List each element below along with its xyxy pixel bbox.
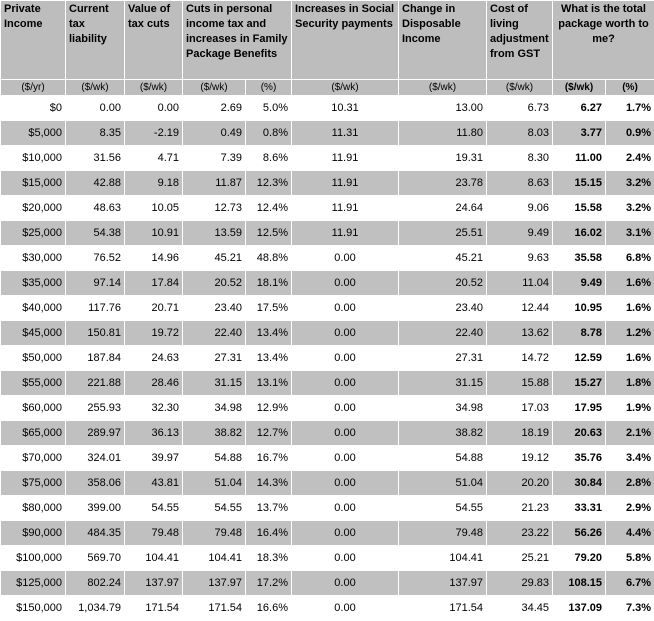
cell-disposable-income-change: 22.40 bbox=[399, 321, 487, 346]
cell-total-package-dollars: 8.78 bbox=[553, 321, 606, 346]
unit-cell: ($/wk) bbox=[66, 80, 125, 96]
cell-tax-cuts-dollars: 31.15 bbox=[183, 371, 246, 396]
cell-value-of-tax-cuts: 137.97 bbox=[125, 571, 183, 596]
header-cost-of-living-adjustment: Cost of living adjustment from GST bbox=[487, 1, 553, 80]
cell-social-security-increase: 0.00 bbox=[292, 446, 399, 471]
cell-total-package-dollars: 9.49 bbox=[553, 271, 606, 296]
cell-disposable-income-change: 34.98 bbox=[399, 396, 487, 421]
cell-current-tax-liability: 289.97 bbox=[66, 421, 125, 446]
header-social-security-increases: Increases in Social Security payments bbox=[292, 1, 399, 80]
cell-private-income: $90,000 bbox=[1, 521, 66, 546]
cell-current-tax-liability: 1,034.79 bbox=[66, 596, 125, 621]
cell-total-package-dollars: 15.15 bbox=[553, 171, 606, 196]
table-row bbox=[1, 546, 654, 571]
cell-social-security-increase: 0.00 bbox=[292, 546, 399, 571]
cell-tax-cuts-dollars: 0.49 bbox=[183, 121, 246, 146]
cell-tax-cuts-dollars: 38.82 bbox=[183, 421, 246, 446]
cell-current-tax-liability: 150.81 bbox=[66, 321, 125, 346]
unit-cell: (%) bbox=[246, 80, 292, 96]
cell-cost-of-living-adjustment: 13.62 bbox=[487, 321, 553, 346]
cell-social-security-increase: 0.00 bbox=[292, 246, 399, 271]
cell-disposable-income-change: 11.80 bbox=[399, 121, 487, 146]
cell-value-of-tax-cuts: 104.41 bbox=[125, 546, 183, 571]
cell-tax-cuts-dollars: 137.97 bbox=[183, 571, 246, 596]
cell-tax-cuts-percent: 14.3% bbox=[246, 471, 292, 496]
table-row bbox=[1, 321, 654, 346]
table-row bbox=[1, 296, 654, 321]
cell-disposable-income-change: 79.48 bbox=[399, 521, 487, 546]
cell-tax-cuts-percent: 12.5% bbox=[246, 221, 292, 246]
cell-tax-cuts-percent: 18.1% bbox=[246, 271, 292, 296]
cell-total-package-percent: 1.8% bbox=[606, 371, 654, 396]
cell-total-package-dollars: 12.59 bbox=[553, 346, 606, 371]
cell-total-package-dollars: 79.20 bbox=[553, 546, 606, 571]
cell-tax-cuts-dollars: 54.55 bbox=[183, 496, 246, 521]
cell-social-security-increase: 0.00 bbox=[292, 521, 399, 546]
cell-private-income: $60,000 bbox=[1, 396, 66, 421]
cell-current-tax-liability: 399.00 bbox=[66, 496, 125, 521]
cell-total-package-dollars: 17.95 bbox=[553, 396, 606, 421]
cell-value-of-tax-cuts: 43.81 bbox=[125, 471, 183, 496]
cell-disposable-income-change: 137.97 bbox=[399, 571, 487, 596]
cell-current-tax-liability: 97.14 bbox=[66, 271, 125, 296]
unit-cell: ($/wk) bbox=[292, 80, 399, 96]
cell-cost-of-living-adjustment: 17.03 bbox=[487, 396, 553, 421]
cell-current-tax-liability: 484.35 bbox=[66, 521, 125, 546]
cell-total-package-percent: 1.6% bbox=[606, 296, 654, 321]
table-row bbox=[1, 196, 654, 221]
cell-total-package-percent: 0.9% bbox=[606, 121, 654, 146]
cell-tax-cuts-percent: 12.3% bbox=[246, 171, 292, 196]
cell-disposable-income-change: 45.21 bbox=[399, 246, 487, 271]
cell-disposable-income-change: 171.54 bbox=[399, 596, 487, 621]
cell-total-package-dollars: 35.58 bbox=[553, 246, 606, 271]
cell-cost-of-living-adjustment: 8.03 bbox=[487, 121, 553, 146]
unit-cell: ($/wk) bbox=[487, 80, 553, 96]
cell-tax-cuts-dollars: 11.87 bbox=[183, 171, 246, 196]
cell-private-income: $100,000 bbox=[1, 546, 66, 571]
cell-total-package-percent: 1.2% bbox=[606, 321, 654, 346]
cell-tax-cuts-percent: 16.4% bbox=[246, 521, 292, 546]
cell-total-package-percent: 2.9% bbox=[606, 496, 654, 521]
cell-social-security-increase: 0.00 bbox=[292, 271, 399, 296]
cell-tax-cuts-dollars: 22.40 bbox=[183, 321, 246, 346]
cell-tax-cuts-dollars: 54.88 bbox=[183, 446, 246, 471]
cell-private-income: $30,000 bbox=[1, 246, 66, 271]
table-row bbox=[1, 471, 654, 496]
table-row bbox=[1, 96, 654, 121]
table-row bbox=[1, 271, 654, 296]
cell-cost-of-living-adjustment: 14.72 bbox=[487, 346, 553, 371]
cell-total-package-percent: 3.2% bbox=[606, 196, 654, 221]
unit-cell: ($/wk) bbox=[553, 80, 606, 96]
cell-total-package-percent: 1.7% bbox=[606, 96, 654, 121]
cell-tax-cuts-dollars: 104.41 bbox=[183, 546, 246, 571]
cell-tax-cuts-percent: 13.1% bbox=[246, 371, 292, 396]
cell-current-tax-liability: 76.52 bbox=[66, 246, 125, 271]
cell-tax-cuts-dollars: 20.52 bbox=[183, 271, 246, 296]
cell-tax-cuts-percent: 13.7% bbox=[246, 496, 292, 521]
cell-total-package-dollars: 108.15 bbox=[553, 571, 606, 596]
table-row bbox=[1, 371, 654, 396]
cell-total-package-dollars: 6.27 bbox=[553, 96, 606, 121]
cell-social-security-increase: 11.91 bbox=[292, 221, 399, 246]
cell-cost-of-living-adjustment: 9.06 bbox=[487, 196, 553, 221]
table-body bbox=[1, 96, 654, 621]
cell-tax-cuts-percent: 8.6% bbox=[246, 146, 292, 171]
cell-social-security-increase: 0.00 bbox=[292, 396, 399, 421]
table-row bbox=[1, 571, 654, 596]
cell-total-package-percent: 2.1% bbox=[606, 421, 654, 446]
cell-total-package-dollars: 56.26 bbox=[553, 521, 606, 546]
cell-social-security-increase: 0.00 bbox=[292, 496, 399, 521]
cell-total-package-dollars: 20.63 bbox=[553, 421, 606, 446]
cell-current-tax-liability: 8.35 bbox=[66, 121, 125, 146]
cell-tax-cuts-percent: 18.3% bbox=[246, 546, 292, 571]
cell-disposable-income-change: 13.00 bbox=[399, 96, 487, 121]
cell-tax-cuts-dollars: 7.39 bbox=[183, 146, 246, 171]
cell-current-tax-liability: 187.84 bbox=[66, 346, 125, 371]
cell-current-tax-liability: 42.88 bbox=[66, 171, 125, 196]
table-row bbox=[1, 246, 654, 271]
cell-tax-cuts-dollars: 171.54 bbox=[183, 596, 246, 621]
cell-private-income: $55,000 bbox=[1, 371, 66, 396]
cell-social-security-increase: 11.91 bbox=[292, 146, 399, 171]
table-row bbox=[1, 421, 654, 446]
cell-disposable-income-change: 25.51 bbox=[399, 221, 487, 246]
cell-cost-of-living-adjustment: 11.04 bbox=[487, 271, 553, 296]
cell-cost-of-living-adjustment: 9.63 bbox=[487, 246, 553, 271]
units-row bbox=[1, 80, 654, 96]
cell-private-income: $70,000 bbox=[1, 446, 66, 471]
cell-private-income: $50,000 bbox=[1, 346, 66, 371]
cell-total-package-percent: 1.6% bbox=[606, 346, 654, 371]
cell-current-tax-liability: 802.24 bbox=[66, 571, 125, 596]
cell-value-of-tax-cuts: 171.54 bbox=[125, 596, 183, 621]
cell-private-income: $25,000 bbox=[1, 221, 66, 246]
cell-private-income: $10,000 bbox=[1, 146, 66, 171]
cell-social-security-increase: 0.00 bbox=[292, 596, 399, 621]
unit-cell: ($/wk) bbox=[183, 80, 246, 96]
cell-total-package-dollars: 10.95 bbox=[553, 296, 606, 321]
cell-current-tax-liability: 569.70 bbox=[66, 546, 125, 571]
cell-value-of-tax-cuts: 4.71 bbox=[125, 146, 183, 171]
header-current-tax-liability: Current tax liability bbox=[66, 1, 125, 80]
cell-tax-cuts-dollars: 23.40 bbox=[183, 296, 246, 321]
cell-value-of-tax-cuts: 10.05 bbox=[125, 196, 183, 221]
cell-tax-cuts-percent: 17.2% bbox=[246, 571, 292, 596]
cell-tax-cuts-dollars: 27.31 bbox=[183, 346, 246, 371]
cell-tax-cuts-dollars: 51.04 bbox=[183, 471, 246, 496]
table-row bbox=[1, 146, 654, 171]
cell-current-tax-liability: 221.88 bbox=[66, 371, 125, 396]
cell-private-income: $20,000 bbox=[1, 196, 66, 221]
cell-tax-cuts-percent: 48.8% bbox=[246, 246, 292, 271]
cell-value-of-tax-cuts: 32.30 bbox=[125, 396, 183, 421]
cell-value-of-tax-cuts: 20.71 bbox=[125, 296, 183, 321]
cell-disposable-income-change: 27.31 bbox=[399, 346, 487, 371]
unit-cell: ($/wk) bbox=[399, 80, 487, 96]
cell-disposable-income-change: 20.52 bbox=[399, 271, 487, 296]
cell-social-security-increase: 0.00 bbox=[292, 371, 399, 396]
header-total-package-worth: What is the total package worth to me? bbox=[553, 1, 654, 80]
cell-private-income: $150,000 bbox=[1, 596, 66, 621]
cell-value-of-tax-cuts: -2.19 bbox=[125, 121, 183, 146]
cell-value-of-tax-cuts: 79.48 bbox=[125, 521, 183, 546]
cell-cost-of-living-adjustment: 12.44 bbox=[487, 296, 553, 321]
cell-total-package-dollars: 30.84 bbox=[553, 471, 606, 496]
cell-total-package-dollars: 33.31 bbox=[553, 496, 606, 521]
cell-current-tax-liability: 0.00 bbox=[66, 96, 125, 121]
cell-social-security-increase: 11.91 bbox=[292, 196, 399, 221]
cell-cost-of-living-adjustment: 15.88 bbox=[487, 371, 553, 396]
cell-total-package-percent: 2.4% bbox=[606, 146, 654, 171]
table-row bbox=[1, 596, 654, 621]
cell-tax-cuts-percent: 5.0% bbox=[246, 96, 292, 121]
cell-disposable-income-change: 54.55 bbox=[399, 496, 487, 521]
cell-social-security-increase: 11.91 bbox=[292, 171, 399, 196]
cell-private-income: $125,000 bbox=[1, 571, 66, 596]
cell-disposable-income-change: 38.82 bbox=[399, 421, 487, 446]
cell-tax-cuts-dollars: 12.73 bbox=[183, 196, 246, 221]
cell-total-package-dollars: 15.58 bbox=[553, 196, 606, 221]
cell-value-of-tax-cuts: 39.97 bbox=[125, 446, 183, 471]
cell-current-tax-liability: 117.76 bbox=[66, 296, 125, 321]
cell-private-income: $35,000 bbox=[1, 271, 66, 296]
cell-tax-cuts-dollars: 34.98 bbox=[183, 396, 246, 421]
cell-cost-of-living-adjustment: 21.23 bbox=[487, 496, 553, 521]
cell-disposable-income-change: 23.40 bbox=[399, 296, 487, 321]
cell-total-package-dollars: 137.09 bbox=[553, 596, 606, 621]
cell-tax-cuts-percent: 0.8% bbox=[246, 121, 292, 146]
cell-cost-of-living-adjustment: 23.22 bbox=[487, 521, 553, 546]
cell-total-package-percent: 3.2% bbox=[606, 171, 654, 196]
cell-private-income: $45,000 bbox=[1, 321, 66, 346]
cell-social-security-increase: 0.00 bbox=[292, 571, 399, 596]
cell-current-tax-liability: 324.01 bbox=[66, 446, 125, 471]
cell-tax-cuts-dollars: 2.69 bbox=[183, 96, 246, 121]
cell-value-of-tax-cuts: 0.00 bbox=[125, 96, 183, 121]
cell-value-of-tax-cuts: 19.72 bbox=[125, 321, 183, 346]
cell-total-package-percent: 6.8% bbox=[606, 246, 654, 271]
cell-private-income: $80,000 bbox=[1, 496, 66, 521]
cell-social-security-increase: 0.00 bbox=[292, 421, 399, 446]
header-value-of-tax-cuts: Value of tax cuts bbox=[125, 1, 183, 80]
cell-total-package-percent: 2.8% bbox=[606, 471, 654, 496]
cell-value-of-tax-cuts: 54.55 bbox=[125, 496, 183, 521]
unit-cell: (%) bbox=[606, 80, 654, 96]
cell-total-package-percent: 3.1% bbox=[606, 221, 654, 246]
cell-social-security-increase: 0.00 bbox=[292, 471, 399, 496]
cell-disposable-income-change: 54.88 bbox=[399, 446, 487, 471]
cell-disposable-income-change: 104.41 bbox=[399, 546, 487, 571]
cell-value-of-tax-cuts: 14.96 bbox=[125, 246, 183, 271]
cell-cost-of-living-adjustment: 8.63 bbox=[487, 171, 553, 196]
cell-total-package-percent: 3.4% bbox=[606, 446, 654, 471]
cell-current-tax-liability: 358.06 bbox=[66, 471, 125, 496]
cell-tax-cuts-percent: 12.9% bbox=[246, 396, 292, 421]
table-row bbox=[1, 521, 654, 546]
cell-value-of-tax-cuts: 36.13 bbox=[125, 421, 183, 446]
cell-private-income: $40,000 bbox=[1, 296, 66, 321]
header-cuts-in-income-tax: Cuts in personal income tax and increases in Family Package Benefits bbox=[183, 1, 292, 80]
table-row bbox=[1, 221, 654, 246]
cell-disposable-income-change: 19.31 bbox=[399, 146, 487, 171]
cell-disposable-income-change: 24.64 bbox=[399, 196, 487, 221]
cell-private-income: $75,000 bbox=[1, 471, 66, 496]
header-private-income: Private Income bbox=[1, 1, 66, 80]
cell-current-tax-liability: 31.56 bbox=[66, 146, 125, 171]
cell-current-tax-liability: 255.93 bbox=[66, 396, 125, 421]
cell-cost-of-living-adjustment: 9.49 bbox=[487, 221, 553, 246]
cell-cost-of-living-adjustment: 8.30 bbox=[487, 146, 553, 171]
cell-current-tax-liability: 54.38 bbox=[66, 221, 125, 246]
cell-social-security-increase: 0.00 bbox=[292, 346, 399, 371]
cell-tax-cuts-dollars: 45.21 bbox=[183, 246, 246, 271]
cell-total-package-dollars: 16.02 bbox=[553, 221, 606, 246]
cell-tax-cuts-percent: 16.6% bbox=[246, 596, 292, 621]
cell-disposable-income-change: 23.78 bbox=[399, 171, 487, 196]
cell-tax-cuts-percent: 17.5% bbox=[246, 296, 292, 321]
table-row bbox=[1, 496, 654, 521]
cell-total-package-dollars: 35.76 bbox=[553, 446, 606, 471]
cell-value-of-tax-cuts: 24.63 bbox=[125, 346, 183, 371]
cell-private-income: $15,000 bbox=[1, 171, 66, 196]
cell-cost-of-living-adjustment: 29.83 bbox=[487, 571, 553, 596]
unit-cell: ($/yr) bbox=[1, 80, 66, 96]
header-row bbox=[1, 1, 654, 80]
cell-tax-cuts-percent: 13.4% bbox=[246, 346, 292, 371]
cell-cost-of-living-adjustment: 25.21 bbox=[487, 546, 553, 571]
cell-social-security-increase: 11.31 bbox=[292, 121, 399, 146]
table-row bbox=[1, 346, 654, 371]
unit-cell: ($/wk) bbox=[125, 80, 183, 96]
cell-tax-cuts-dollars: 13.59 bbox=[183, 221, 246, 246]
cell-cost-of-living-adjustment: 6.73 bbox=[487, 96, 553, 121]
cell-total-package-dollars: 15.27 bbox=[553, 371, 606, 396]
cell-cost-of-living-adjustment: 20.20 bbox=[487, 471, 553, 496]
table-row bbox=[1, 171, 654, 196]
cell-total-package-percent: 7.3% bbox=[606, 596, 654, 621]
cell-total-package-dollars: 11.00 bbox=[553, 146, 606, 171]
cell-total-package-percent: 6.7% bbox=[606, 571, 654, 596]
cell-total-package-percent: 5.8% bbox=[606, 546, 654, 571]
table-row bbox=[1, 396, 654, 421]
cell-private-income: $0 bbox=[1, 96, 66, 121]
cell-value-of-tax-cuts: 17.84 bbox=[125, 271, 183, 296]
cell-cost-of-living-adjustment: 18.19 bbox=[487, 421, 553, 446]
cell-disposable-income-change: 51.04 bbox=[399, 471, 487, 496]
cell-disposable-income-change: 31.15 bbox=[399, 371, 487, 396]
cell-value-of-tax-cuts: 10.91 bbox=[125, 221, 183, 246]
cell-private-income: $5,000 bbox=[1, 121, 66, 146]
table-row bbox=[1, 446, 654, 471]
cell-social-security-increase: 0.00 bbox=[292, 321, 399, 346]
cell-private-income: $65,000 bbox=[1, 421, 66, 446]
cell-total-package-percent: 1.6% bbox=[606, 271, 654, 296]
cell-social-security-increase: 10.31 bbox=[292, 96, 399, 121]
cell-value-of-tax-cuts: 28.46 bbox=[125, 371, 183, 396]
table-row bbox=[1, 121, 654, 146]
cell-total-package-percent: 1.9% bbox=[606, 396, 654, 421]
cell-current-tax-liability: 48.63 bbox=[66, 196, 125, 221]
cell-cost-of-living-adjustment: 34.45 bbox=[487, 596, 553, 621]
cell-total-package-percent: 4.4% bbox=[606, 521, 654, 546]
cell-total-package-dollars: 3.77 bbox=[553, 121, 606, 146]
cell-tax-cuts-percent: 16.7% bbox=[246, 446, 292, 471]
cell-social-security-increase: 0.00 bbox=[292, 296, 399, 321]
header-change-disposable-income: Change in Disposable Income bbox=[399, 1, 487, 80]
cell-tax-cuts-percent: 12.4% bbox=[246, 196, 292, 221]
cell-value-of-tax-cuts: 9.18 bbox=[125, 171, 183, 196]
cell-tax-cuts-percent: 12.7% bbox=[246, 421, 292, 446]
cell-tax-cuts-percent: 13.4% bbox=[246, 321, 292, 346]
cell-cost-of-living-adjustment: 19.12 bbox=[487, 446, 553, 471]
cell-tax-cuts-dollars: 79.48 bbox=[183, 521, 246, 546]
